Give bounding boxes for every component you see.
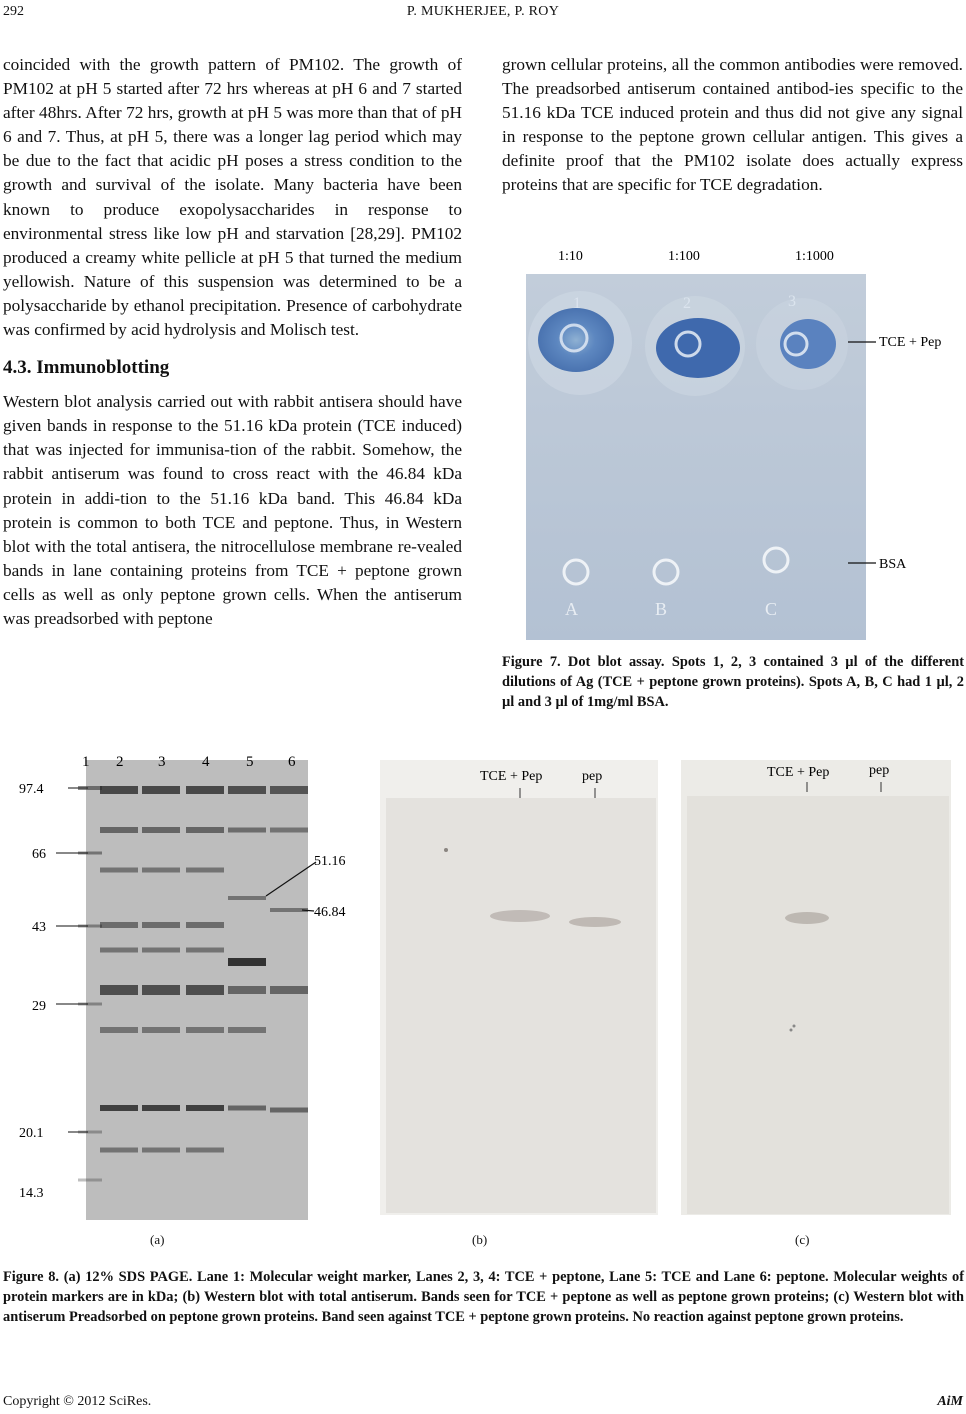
blot-band-pep <box>569 917 621 927</box>
dot-spot-1 <box>538 308 614 372</box>
gel-band <box>142 1148 180 1153</box>
gel-band <box>228 786 266 794</box>
running-authors: P. MUKHERJEE, P. ROY <box>406 4 560 19</box>
band-label-51-16: 51.16 <box>314 854 346 869</box>
gel-band <box>100 985 138 995</box>
gel-band <box>78 1179 102 1182</box>
lane-label: pep <box>869 763 890 778</box>
gel-band <box>186 827 224 833</box>
gel-band <box>100 1148 138 1153</box>
gel-band <box>186 786 224 794</box>
membrane <box>687 796 949 1214</box>
gel-band <box>142 1027 180 1033</box>
panel-b-label: (b) <box>472 1232 488 1247</box>
lane-label: TCE + Pep <box>767 765 830 780</box>
lane-number: 5 <box>246 754 254 770</box>
running-header <box>0 0 966 26</box>
figure7-caption: Figure 7. Dot blot assay. Spots 1, 2, 3 contained 3 µl of the different dilutions of Ag (TCE + peptone grown proteins). Spots A, B, C had 1 µl, 2 µl and 3 µl of 1mg/ml BSA. <box>502 654 964 710</box>
gel-band <box>100 1027 138 1033</box>
figure8-panel-b-western <box>380 750 660 1218</box>
panel-a-label: (a) <box>150 1232 165 1247</box>
gel-band <box>186 922 224 928</box>
gel-band <box>186 1105 224 1111</box>
lane-number: 3 <box>158 754 166 770</box>
lane-number: 6 <box>288 754 296 770</box>
gel-band <box>270 986 308 994</box>
gel-band <box>270 786 308 794</box>
dilution-label: 1:100 <box>668 249 700 264</box>
gel-band <box>78 925 102 928</box>
right-column <box>502 53 963 198</box>
marker-label: 97.4 <box>19 782 44 797</box>
gel-band <box>78 786 102 790</box>
gel-band <box>228 986 266 994</box>
figure8-caption: Figure 8. (a) 12% SDS PAGE. Lane 1: Molecular weight marker, Lanes 2, 3, 4: TCE + peptone, Lane 5: TCE and Lane 6: peptone. Molecular weights of protein markers are in kDa; (b) Western blot with total antiserum. Bands seen for TCE + peptone as well as peptone grown proteins; (c) Western blot with antiserum Preadsorbed on peptone grown proteins. Band seen against TCE + peptone grown proteins. No reaction against peptone grown proteins. <box>3 1269 964 1325</box>
paragraph: grown cellular proteins, all the common antibodies were removed. The preadsorbed antiserum contained antibod-ies specific to the 51.16 kDa TCE induced protein and thus did not give any signal in response to the peptone grown cellular antigen. This gives a definite proof that the PM102 isolate does actually express proteins that are specific for TCE degradation. <box>502 55 963 195</box>
gel-band <box>142 948 180 953</box>
gel-band <box>228 1106 266 1111</box>
figure8-panel-c-western <box>681 750 953 1218</box>
gel-band <box>100 922 138 928</box>
gel-band <box>228 896 266 900</box>
gel-band <box>228 958 266 966</box>
label-tce-pep: TCE + Pep <box>879 335 942 350</box>
marker-label: 14.3 <box>19 1186 44 1201</box>
dilution-label: 1:10 <box>558 249 583 264</box>
left-column <box>3 53 462 631</box>
marker-label: 66 <box>32 847 46 862</box>
gel-band <box>142 1105 180 1111</box>
gel-band <box>270 1108 308 1113</box>
gel-band <box>186 1027 224 1033</box>
lane-number: 2 <box>116 754 124 770</box>
blot-band-tce-pep <box>490 910 550 922</box>
marker-label: 20.1 <box>19 1126 44 1141</box>
gel-band <box>100 827 138 833</box>
spot-number: 2 <box>683 295 691 312</box>
section-heading: 4.3. Immunoblotting <box>3 357 170 379</box>
gel-band <box>142 827 180 833</box>
marker-label: 29 <box>32 999 46 1014</box>
panel-c-label: (c) <box>795 1232 810 1247</box>
gel-band <box>100 868 138 873</box>
gel-band <box>78 1003 102 1006</box>
dilution-label: 1:1000 <box>795 249 834 264</box>
journal-name: AiM <box>937 1394 963 1409</box>
spot-letter: C <box>765 599 778 619</box>
gel-band <box>270 828 308 833</box>
paragraph: coincided with the growth pattern of PM102. The growth of PM102 at pH 5 started after 72 hrs whereas at pH 6 and 7 started after 48hrs. After 72 hrs, growth at pH 5 was more than that of pH 6 and 7. Thus, at pH 5, there was a longer lag period which may be due to the fact that acidic pH poses a stress condition to the growth and survival of the isolate. Many bacteria have been known to produce exopolysaccharides in response to environmental stress like low pH and starvation [28,29]. PM102 produced a creamy white pellicle at pH 5 that turned the medium yellowish. Nature of this suspension was determined to be a polysaccharide by ethanol precipitation. Presence of carbohydrate was confirmed by acid hydrolysis and Molisch test. <box>3 55 462 340</box>
figure7-dot-blot <box>510 240 966 644</box>
gel-band <box>186 868 224 873</box>
gel-band <box>78 1131 102 1134</box>
lane-number: 4 <box>202 754 210 770</box>
gel-band <box>186 1148 224 1153</box>
gel-band <box>228 828 266 833</box>
paragraph: Western blot analysis carried out with rabbit antisera should have given bands in response to the 51.16 kDa protein (TCE induced) that was injected for immunisa-tion of the rabbit. Somehow, the rabbit antiserum was found to cross react with the 46.84 kDa protein in addi-tion to the 51.16 kDa band. This 46.84 kDa protein is common to both TCE and peptone. Thus, in Western blot with the total antisera, the nitrocellulose membrane re-vealed bands in lane containing proteins from TCE + peptone grown cells as well as only peptone grown cells. When the antiserum was preadsorbed with peptone <box>3 392 462 628</box>
spot-letter: B <box>655 599 668 619</box>
spot-letter: A <box>565 599 578 619</box>
page-number: 292 <box>3 4 24 19</box>
copyright: Copyright © 2012 SciRes. <box>3 1394 152 1409</box>
gel-band <box>228 1027 266 1033</box>
gel-band <box>100 948 138 953</box>
gel-band <box>142 922 180 928</box>
lane-number: 1 <box>82 754 90 770</box>
band-label-46-84: 46.84 <box>314 905 346 920</box>
blot-band-tce-pep <box>785 912 829 924</box>
lane-label: TCE + Pep <box>480 769 543 784</box>
spot-number: 3 <box>788 293 796 310</box>
gel-band <box>100 786 138 794</box>
gel-band <box>100 1105 138 1111</box>
lane-label: pep <box>582 769 603 784</box>
gel-band <box>186 985 224 995</box>
gel-band <box>78 852 102 855</box>
gel-band <box>142 786 180 794</box>
label-bsa: BSA <box>879 557 907 572</box>
gel-band <box>142 985 180 995</box>
gel-band <box>142 868 180 873</box>
membrane <box>386 798 656 1213</box>
gel-band <box>186 948 224 953</box>
figure8-panel-a-sds-page <box>4 750 360 1226</box>
spot-number: 1 <box>573 295 581 312</box>
marker-label: 43 <box>32 920 46 935</box>
